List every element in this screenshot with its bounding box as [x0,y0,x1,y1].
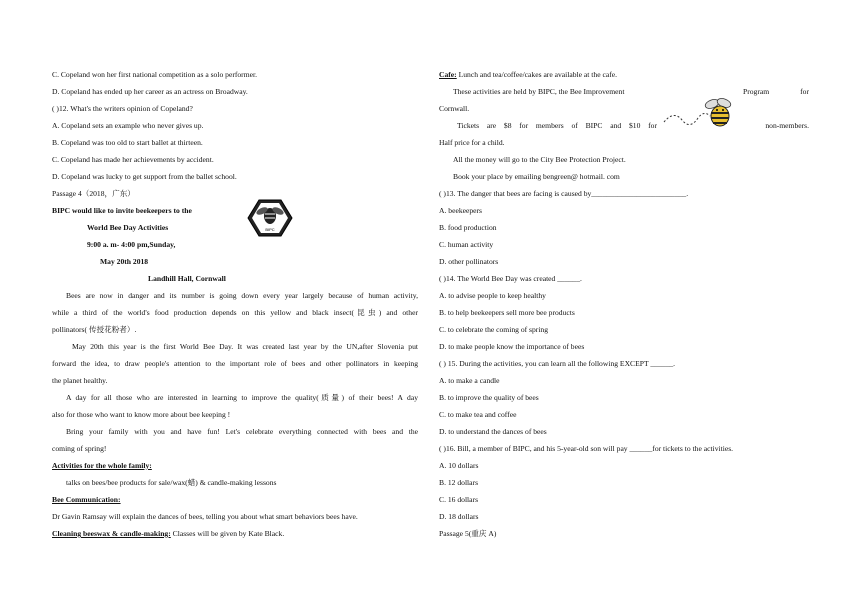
svg-text:BIPC: BIPC [265,227,275,232]
cafe-line [439,66,809,83]
bee-communication-heading: Bee Communication: [52,495,121,504]
para1-line3: pollinators( 传授花粉者）. [52,325,137,334]
option-a-q13: A. beekeepers [439,206,483,215]
para4-line1: Bring your family with you and have fun! Let's celebrate everything connected with bees and the [66,427,418,436]
option-c-q13: C. human activity [439,240,494,249]
para1-line1: Bees are now in danger and its number is going down every year largely because of human activity, [66,291,418,300]
passage-4-heading: Passage 4（2018，广东） [52,189,135,198]
option-a-q15: A. to make a candle [439,376,500,385]
option-b-q14: B. to help beekeepers sell more bee products [439,308,575,317]
bipc-logo-icon [247,198,293,238]
option-a-q16: A. 10 dollars [439,461,479,470]
cafe-text: Lunch and tea/coffee/cakes are available at the cafe. [456,70,618,79]
held-by-program: Program [743,87,770,96]
option-b-q13: B. food production [439,223,497,232]
passage-5-heading: Passage 5(重庆 A) [439,529,497,538]
tickets-nonmembers: non-members. [765,121,809,130]
held-by-text: These activities are held by BIPC, the Bee Improvement [453,87,625,96]
bee-illustration-icon [660,96,740,134]
event-venue: Landhill Hall, Cornwall [148,274,226,283]
question-12: ( )12. What's the writers opinion of Copeland? [52,104,193,113]
cleaning-heading: Cleaning beeswax & candle-making: [52,529,171,538]
tickets-line [439,117,809,134]
held-by-line [439,83,809,100]
question-16: ( )16. Bill, a member of BIPC, and his 5-year-old son will pay ______for tickets to the activities. [439,444,734,453]
cleaning-line [52,525,418,542]
option-a-q12: A. Copeland sets an example who never gives up. [52,121,204,130]
event-title: World Bee Day Activities [87,223,169,232]
para2-line3: the planet healthy. [52,376,108,385]
option-d-q16: D. 18 dollars [439,512,479,521]
option-c-q16: C. 16 dollars [439,495,479,504]
cleaning-text: Classes will be given by Kate Black. [170,529,285,538]
tickets-text: Tickets are $8 for members of BIPC and $10 for [457,121,657,130]
option-c-q14: C. to celebrate the coming of spring [439,325,549,334]
question-15: ( ) 15. During the activities, you can learn all the following EXCEPT ______. [439,359,676,368]
option-d-q14: D. to make people know the importance of bees [439,342,585,351]
booking-line: Book your place by emailing bengreen@ hotmail. com [453,172,620,181]
left-column [52,66,418,542]
option-d-q13: D. other pollinators [439,257,499,266]
cafe-heading: Cafe: [439,70,457,79]
option-d-q15: D. to understand the dances of bees [439,427,547,436]
activities-heading: Activities for the whole family: [52,461,152,470]
activities-text: talks on bees/bee products for sale/wax(蜡) & candle-making lessons [66,478,277,487]
para3-line2: also for those who want to know more about bee keeping ! [52,410,231,419]
option-d-q12: D. Copeland was lucky to get support from the ballet school. [52,172,237,181]
para4-line2: coming of spring! [52,444,107,453]
bee-communication-text: Dr Gavin Ramsay will explain the dances of bees, telling you about what smart behaviors bees have. [52,512,358,521]
para2-line2: forward the idea, to draw people's attention to the important role of bees and other pollinators in keeping [52,359,418,368]
cornwall-line: Cornwall. [439,104,470,113]
held-by-for: for [800,87,809,96]
event-time: 9:00 a. m- 4:00 pm,Sunday, [87,240,176,249]
option-b-q12: B. Copeland was too old to start ballet at thirteen. [52,138,203,147]
event-date: May 20th 2018 [100,257,149,266]
option-c-q15: C. to make tea and coffee [439,410,517,419]
question-13: ( )13. The danger that bees are facing is caused by_________________________. [439,189,689,198]
para2-line1: May 20th this year is the first World Bee Day. It was created last year by the UN,after Slovenia put [72,342,418,351]
half-price-line: Half price for a child. [439,138,505,147]
option-a-q14: A. to advise people to keep healthy [439,291,546,300]
invite-line: BIPC would like to invite beekeepers to the [52,206,192,215]
option-b-q15: B. to improve the quality of bees [439,393,539,402]
option-c-q12: C. Copeland has made her achievements by accident. [52,155,214,164]
para1-line2: while a third of the world's food production depends on this yellow and black insect(昆虫) and other [52,308,418,317]
question-14: ( )14. The World Bee Day was created ______. [439,274,582,283]
right-column [439,66,809,542]
option-d-q11: D. Copeland has ended up her career as an actress on Broadway. [52,87,248,96]
money-line: All the money will go to the City Bee Protection Project. [453,155,626,164]
option-c-q11: C. Copeland won her first national competition as a solo performer. [52,70,257,79]
para3-line1: A day for all those who are interested in learning to improve the quality(质量) of their bees! A day [66,393,418,402]
option-b-q16: B. 12 dollars [439,478,479,487]
